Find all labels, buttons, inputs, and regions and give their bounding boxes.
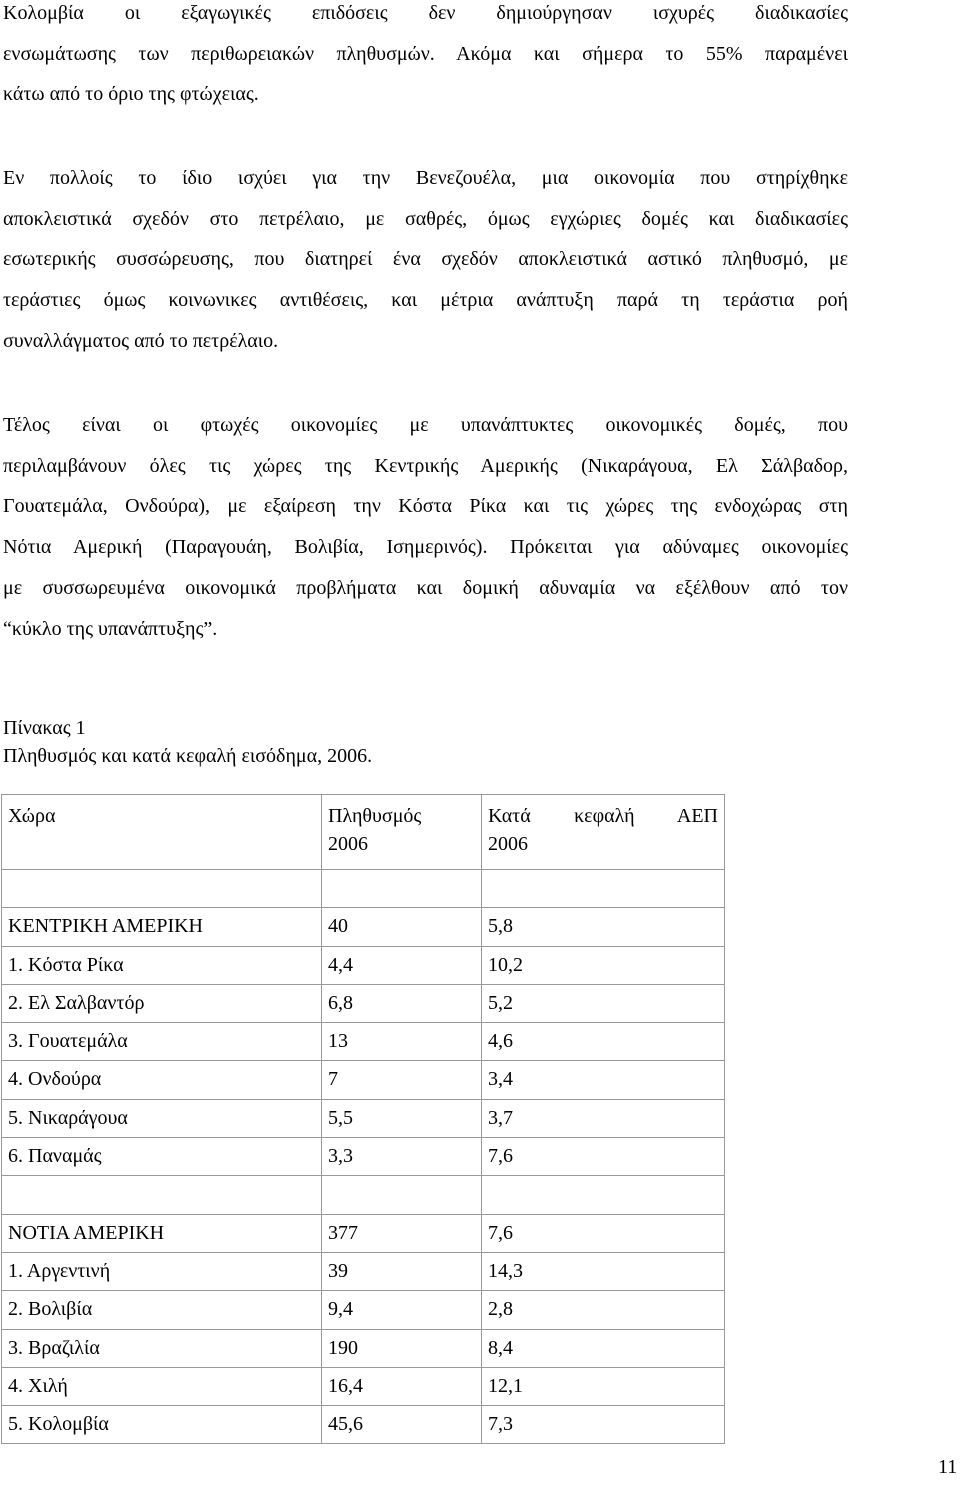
cell-country: 1. Κόστα Ρίκα: [2, 946, 322, 984]
cell-gdp: 2,8: [482, 1291, 725, 1329]
cell-country: [2, 870, 322, 908]
cell-gdp: 7,6: [482, 1214, 725, 1252]
cell-population: 190: [322, 1329, 482, 1367]
cell-population: 3,3: [322, 1138, 482, 1176]
cell-country: 3. Βραζιλία: [2, 1329, 322, 1367]
table-row: [2, 1367, 725, 1405]
text-line: κάτω από το όριο της φτώχειας.: [3, 83, 259, 106]
table-row: [2, 1061, 725, 1099]
text-line: τεράστιες όμως κοινωνικες αντιθέσεις, και μέτρια ανάπτυξη παρά τη τεράστια ροή: [3, 289, 848, 312]
header-gdp-line1: Κατά κεφαλή ΑΕΠ: [488, 805, 718, 827]
cell-gdp: 3,7: [482, 1099, 725, 1137]
paragraph-venezuela: [3, 158, 848, 362]
text-line: Νότια Αμερική (Παραγουάη, Βολιβία, Ισημερινός). Πρόκειται για αδύναμες οικονομίες: [3, 536, 848, 559]
text-line: εσωτερικής συσσώρευσης, που διατηρεί ένα σχεδόν αποκλειστικά αστικό πληθυσμό, με: [3, 248, 848, 271]
table-row: [2, 1214, 725, 1252]
cell-population: 16,4: [322, 1367, 482, 1405]
table-spacer-row: [2, 1176, 725, 1214]
cell-gdp: 7,6: [482, 1138, 725, 1176]
cell-population: 377: [322, 1214, 482, 1252]
cell-country: 2. Βολιβία: [2, 1291, 322, 1329]
table-row: [2, 908, 725, 946]
table-row: [2, 1329, 725, 1367]
table-label: Πίνακας 1: [3, 717, 86, 739]
cell-country: 5. Νικαράγουα: [2, 1099, 322, 1137]
page-number: 11: [938, 1456, 958, 1478]
table-spacer-row: [2, 870, 725, 908]
cell-country: 2. Ελ Σαλβαντόρ: [2, 984, 322, 1022]
cell-country: ΚΕΝΤΡΙΚΗ ΑΜΕΡΙΚΗ: [2, 908, 322, 946]
cell-country: 3. Γουατεμάλα: [2, 1023, 322, 1061]
cell-country: 6. Παναμάς: [2, 1138, 322, 1176]
header-gdp: [482, 795, 725, 870]
cell-gdp: 5,8: [482, 908, 725, 946]
cell-population: 5,5: [322, 1099, 482, 1137]
cell-country: [2, 1176, 322, 1214]
cell-gdp: 10,2: [482, 946, 725, 984]
table-row: [2, 1023, 725, 1061]
header-population-line1: Πληθυσμός: [328, 805, 422, 827]
table-row: [2, 1252, 725, 1290]
text-line: συναλλάγματος από το πετρέλαιο.: [3, 329, 279, 352]
text-line: με συσσωρευμένα οικονομικά προβλήματα και δομική αδυναμία να εξέλθουν από τον: [3, 576, 848, 599]
text-line: Εν πολλοίς το ίδιο ισχύει για την Βενεζουέλα, μια οικονομία που στηρίχθηκε: [3, 167, 848, 189]
table-row: [2, 1291, 725, 1329]
paragraph-colombia: [3, 0, 848, 115]
cell-population: [322, 1176, 482, 1214]
cell-gdp: [482, 870, 725, 908]
text-line: “κύκλο της υπανάπτυξης”.: [3, 617, 218, 640]
cell-population: 6,8: [322, 984, 482, 1022]
cell-country: 5. Κολομβία: [2, 1406, 322, 1444]
cell-population: 39: [322, 1252, 482, 1290]
text-line: Τέλος είναι οι φτωχές οικονομίες με υπανάπτυκτες οικονομικές δομές, που: [3, 414, 848, 436]
cell-population: 7: [322, 1061, 482, 1099]
cell-gdp: [482, 1176, 725, 1214]
cell-country: 4. Ονδούρα: [2, 1061, 322, 1099]
cell-country: 1. Αργεντινή: [2, 1252, 322, 1290]
table-row: [2, 1099, 725, 1137]
cell-population: [322, 870, 482, 908]
table-header-row: [2, 795, 725, 870]
cell-gdp: 12,1: [482, 1367, 725, 1405]
header-country-label: Χώρα: [8, 805, 56, 827]
header-country: [2, 795, 322, 870]
table-row: [2, 984, 725, 1022]
text-line: Γουατεμάλα, Ονδούρα), με εξαίρεση την Κόστα Ρίκα και τις χώρες της ενδοχώρας στη: [3, 495, 848, 518]
header-population-line2: 2006: [328, 833, 368, 855]
text-line: ενσωμάτωσης των περιθωρειακών πληθυσμών. Ακόμα και σήμερα το 55% παραμένει: [3, 42, 848, 65]
table-row: [2, 1406, 725, 1444]
cell-gdp: 14,3: [482, 1252, 725, 1290]
cell-gdp: 4,6: [482, 1023, 725, 1061]
table-title: Πληθυσμός και κατά κεφαλή εισόδημα, 2006.: [3, 745, 373, 767]
cell-population: 13: [322, 1023, 482, 1061]
cell-country: ΝΟΤΙΑ ΑΜΕΡΙΚΗ: [2, 1214, 322, 1252]
cell-population: 45,6: [322, 1406, 482, 1444]
cell-population: 4,4: [322, 946, 482, 984]
table-row: [2, 1138, 725, 1176]
text-line: περιλαμβάνουν όλες τις χώρες της Κεντρικής Αμερικής (Νικαράγουα, Ελ Σάλβαδορ,: [3, 454, 848, 477]
cell-gdp: 5,2: [482, 984, 725, 1022]
cell-population: 9,4: [322, 1291, 482, 1329]
cell-population: 40: [322, 908, 482, 946]
cell-gdp: 8,4: [482, 1329, 725, 1367]
table-row: [2, 946, 725, 984]
cell-country: 4. Χιλή: [2, 1367, 322, 1405]
header-gdp-line2: 2006: [488, 833, 528, 855]
header-population: [322, 795, 482, 870]
text-line: Κολομβία οι εξαγωγικές επιδόσεις δεν δημιούργησαν ισχυρές διαδικασίες: [3, 2, 848, 24]
paragraph-poor-economies: [3, 405, 848, 649]
cell-gdp: 3,4: [482, 1061, 725, 1099]
text-line: αποκλειστικά σχεδόν στο πετρέλαιο, με σαθρές, όμως εγχώριες δομές και διαδικασίες: [3, 207, 848, 230]
cell-gdp: 7,3: [482, 1406, 725, 1444]
population-income-table: [1, 794, 725, 1444]
